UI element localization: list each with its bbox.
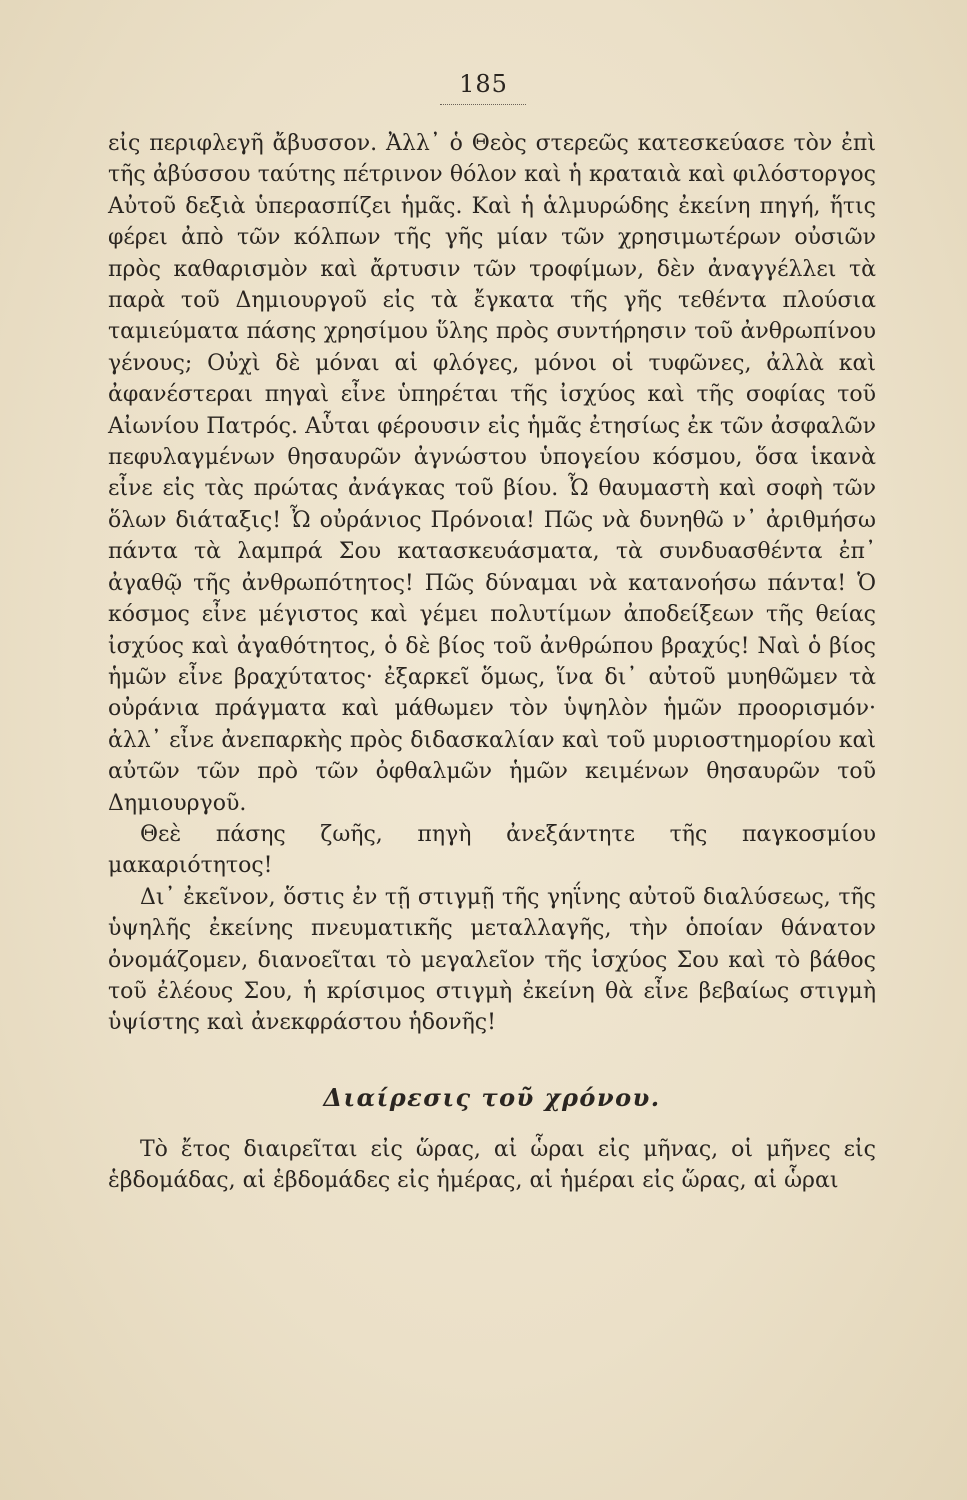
page-number-rule — [440, 104, 526, 105]
paragraph-continued: εἰς περιφλεγῆ ἄβυσσον. Ἀλλ᾽ ὁ Θεὸς στερεῶς κατεσκεύασε τὸν ἐπὶ τῆς ἀβύσσου ταύτης πέτρινον θόλον καὶ ἡ κραταιὰ καὶ φιλόστοργος Αὐτοῦ δεξιὰ ὑπερασπίζει ἡμᾶς. Καὶ ἡ ἁλμυρώδης ἐκείνη πηγή, ἥτις φέρει ἀπὸ τῶν κόλπων τῆς γῆς μίαν τῶν χρησιμωτέρων οὐσιῶν πρὸς καθαρισμὸν καὶ ἄρτυσιν τῶν τροφίμων, δὲν ἀναγγέλλει τὰ παρὰ τοῦ Δημιουργοῦ εἰς τὰ ἔγκατα τῆς γῆς τεθέντα πλούσια ταμιεύματα πάσης χρησίμου ὕλης πρὸς συντήρησιν τοῦ ἀνθρωπίνου γένους; Οὐχὶ δὲ μόναι αἱ φλόγες, μόνοι οἱ τυφῶνες, ἀλλὰ καὶ ἀφανέστεραι πηγαὶ εἶνε ὑπηρέται τῆς ἰσχύος καὶ τῆς σοφίας τοῦ Αἰωνίου Πατρός. Αὗται φέρουσιν εἰς ἡμᾶς ἐτησίως ἐκ τῶν ἀσφαλῶν πεφυλαγμένων θησαυρῶν ἀγνώστου ὑπογείου κόσμου, ὅσα ἱκανὰ εἶνε εἰς τὰς πρώτας ἀνάγκας τοῦ βίου. Ὦ θαυμαστὴ καὶ σοφὴ τῶν ὅλων διάταξις! Ὦ οὐράνιος Πρόνοια! Πῶς νὰ δυνηθῶ ν᾽ ἀριθμήσω πάντα τὰ λαμπρά Σου κατασκευάσματα, τὰ συνδυασθέντα ἐπ᾽ ἀγαθῷ τῆς ἀνθρωπότητος! Πῶς δύναμαι νὰ κατανοήσω πάντα! Ὁ κόσμος εἶνε μέγιστος καὶ γέμει πολυτίμων ἀποδείξεων τῆς θείας ἰσχύος καὶ ἀγαθότητος, ὁ δὲ βίος τοῦ ἀνθρώπου βραχύς! Ναὶ ὁ βίος ἡμῶν εἶνε βραχύτατος· ἐξαρκεῖ ὅμως, ἵνα δι᾽ αὐτοῦ μυηθῶμεν τὰ οὐράνια πράγματα καὶ μάθωμεν τὸν ὑψηλὸν ἡμῶν προορισμόν· ἀλλ᾽ εἶνε ἀνεπαρκὴς πρὸς διδασκαλίαν καὶ τοῦ μυριοστημορίου καὶ αὐτῶν τῶν πρὸ τῶν ὀφθαλμῶν ἡμῶν κειμένων θησαυρῶν τοῦ Δημιουργοῦ. — [108, 131, 876, 816]
page-number: 185 — [459, 70, 508, 98]
page-body — [108, 128, 876, 1197]
paragraph-death: Δι᾽ ἐκεῖνον, ὅστις ἐν τῇ στιγμῇ τῆς γηΐνης αὐτοῦ διαλύσεως, τῆς ὑψηλῆς ἐκείνης πνευματικῆς μεταλλαγῆς, τὴν ὁποίαν θάνατον ὀνομάζομεν, διανοεῖται τὸ μεγαλεῖον τῆς ἰσχύος Σου καὶ τὸ βάθος τοῦ ἐλέους Σου, ἡ κρίσιμος στιγμὴ ἐκείνη θὰ εἶνε βεβαίως στιγμὴ ὑψίστης καὶ ἀνεκφράστου ἡδονῆς! — [108, 884, 876, 1036]
paragraph-time-division: Τὸ ἔτος διαιρεῖται εἰς ὥρας, αἱ ὧραι εἰς μῆνας, οἱ μῆνες εἰς ἑβδομάδας, αἱ ἑβδομάδες εἰς ἡμέρας, αἱ ἡμέραι εἰς ὥρας, αἱ ὧραι — [108, 1136, 876, 1194]
section-heading: Διαίρεσις τοῦ χρόνου. — [323, 1082, 661, 1112]
paragraph-invocation: Θεὲ πάσης ζωῆς, πηγὴ ἀνεξάντητε τῆς παγκοσμίου μακαριότητος! — [108, 821, 876, 879]
